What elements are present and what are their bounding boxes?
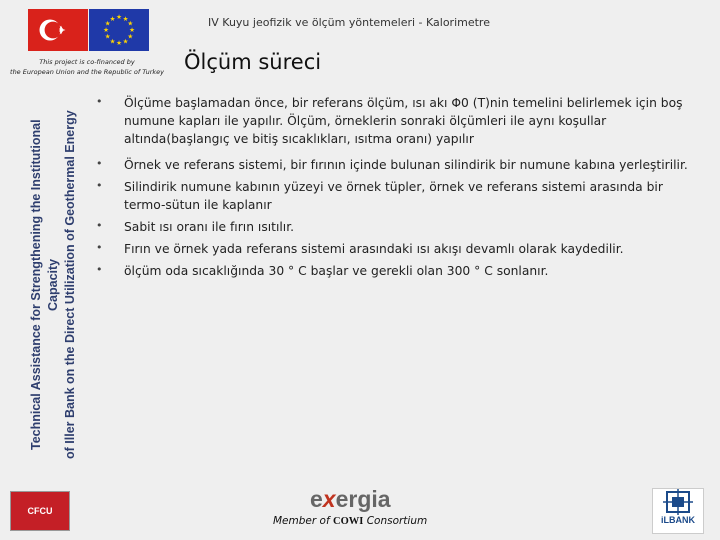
bullet-item [92, 262, 696, 280]
cofinance-line-1: This project is co-financed by [39, 58, 135, 66]
eu-star-icon: ★ [127, 32, 134, 41]
eu-flag-icon [89, 9, 149, 51]
exergia-logo [310, 486, 391, 513]
ilbank-emblem-icon [653, 489, 703, 515]
cofinance-note [7, 58, 167, 78]
bullet-list [92, 94, 696, 280]
eu-star-icon: ★ [116, 13, 122, 22]
eu-star-icon: ★ [127, 19, 134, 28]
member-suffix: Consortium [366, 515, 428, 527]
bullet-icon: • [96, 263, 103, 276]
bullet-text: Örnek ve referans sistemi, bir fırının içinde bulunan silindirik bir numune kabına yerleştirilir. [124, 158, 688, 172]
eu-star-icon: ★ [122, 14, 129, 23]
eu-star-icon: ★ [104, 19, 111, 28]
slide-title: Ölçüm süreci [184, 50, 322, 74]
bullet-text: Ölçüme başlamadan önce, bir referans ölçüm, ısı akı Φ0 (T)nin temelini belirlemek için boş numune kapları ile yapılır. Ölçüm, örneklerin sonraki ölçümleri ile aynı koşullar altında(başlangıç ve bitiş sıcaklıkları, ısıtma oranı) yapılır [124, 96, 683, 146]
bullet-icon: • [96, 241, 103, 254]
bullet-text: Sabit ısı oranı ile fırın ısıtılır. [124, 220, 295, 234]
eu-star-icon: ★ [109, 37, 116, 46]
exergia-prefix: e [310, 486, 323, 512]
bullet-item [92, 156, 696, 174]
bullet-text: Silindirik numune kabının yüzeyi ve örnek tüpler, örnek ve referans sistemi arasında bir termo-sütun ile kaplanır [124, 180, 663, 212]
eu-star-icon: ★ [116, 39, 122, 48]
consortium-note [273, 515, 433, 527]
bullet-text: Fırın ve örnek yada referans sistemi arasındaki ısı akışı devamlı olarak kaydedilir. [124, 242, 624, 256]
header-title: IV Kuyu jeofizik ve ölçüm yöntemeleri - Kalorimetre [208, 16, 490, 29]
ilbank-logo-text: iLBANK [661, 515, 695, 525]
turkey-flag-icon [28, 9, 88, 51]
bullet-item [92, 178, 696, 214]
cfcu-logo-text: CFCU [27, 506, 53, 516]
cofinance-line-2: the European Union and the Republic of Turkey [10, 67, 164, 76]
bullet-icon: • [96, 157, 103, 170]
project-name-vertical [30, 92, 76, 477]
exergia-suffix: ergia [335, 486, 391, 512]
eu-star-icon: ★ [129, 26, 135, 35]
bullet-item [92, 240, 696, 258]
ilbank-logo [652, 488, 704, 534]
bullet-item [92, 94, 696, 148]
project-name-line-2: of Iller Bank on the Direct Utilization of Geothermal Energy [62, 110, 77, 459]
eu-star-icon: ★ [104, 32, 111, 41]
bullet-item [92, 218, 696, 236]
bullet-icon: • [96, 179, 103, 192]
exergia-x: x [322, 486, 336, 512]
eu-star-icon: ★ [122, 37, 129, 46]
bullet-icon: • [96, 219, 103, 232]
cfcu-logo [10, 491, 70, 531]
eu-star-icon: ★ [103, 26, 109, 35]
bullet-icon: • [96, 95, 103, 108]
bullet-text: ölçüm oda sıcaklığında 30 ° C başlar ve gerekli olan 300 ° C sonlanır. [124, 264, 549, 278]
member-prefix: Member of [273, 515, 330, 527]
project-name-line-1: Technical Assistance for Strengthening the Institutional Capacity [28, 119, 60, 450]
cowi-logo: COWI [333, 516, 364, 527]
eu-star-icon: ★ [109, 14, 116, 23]
